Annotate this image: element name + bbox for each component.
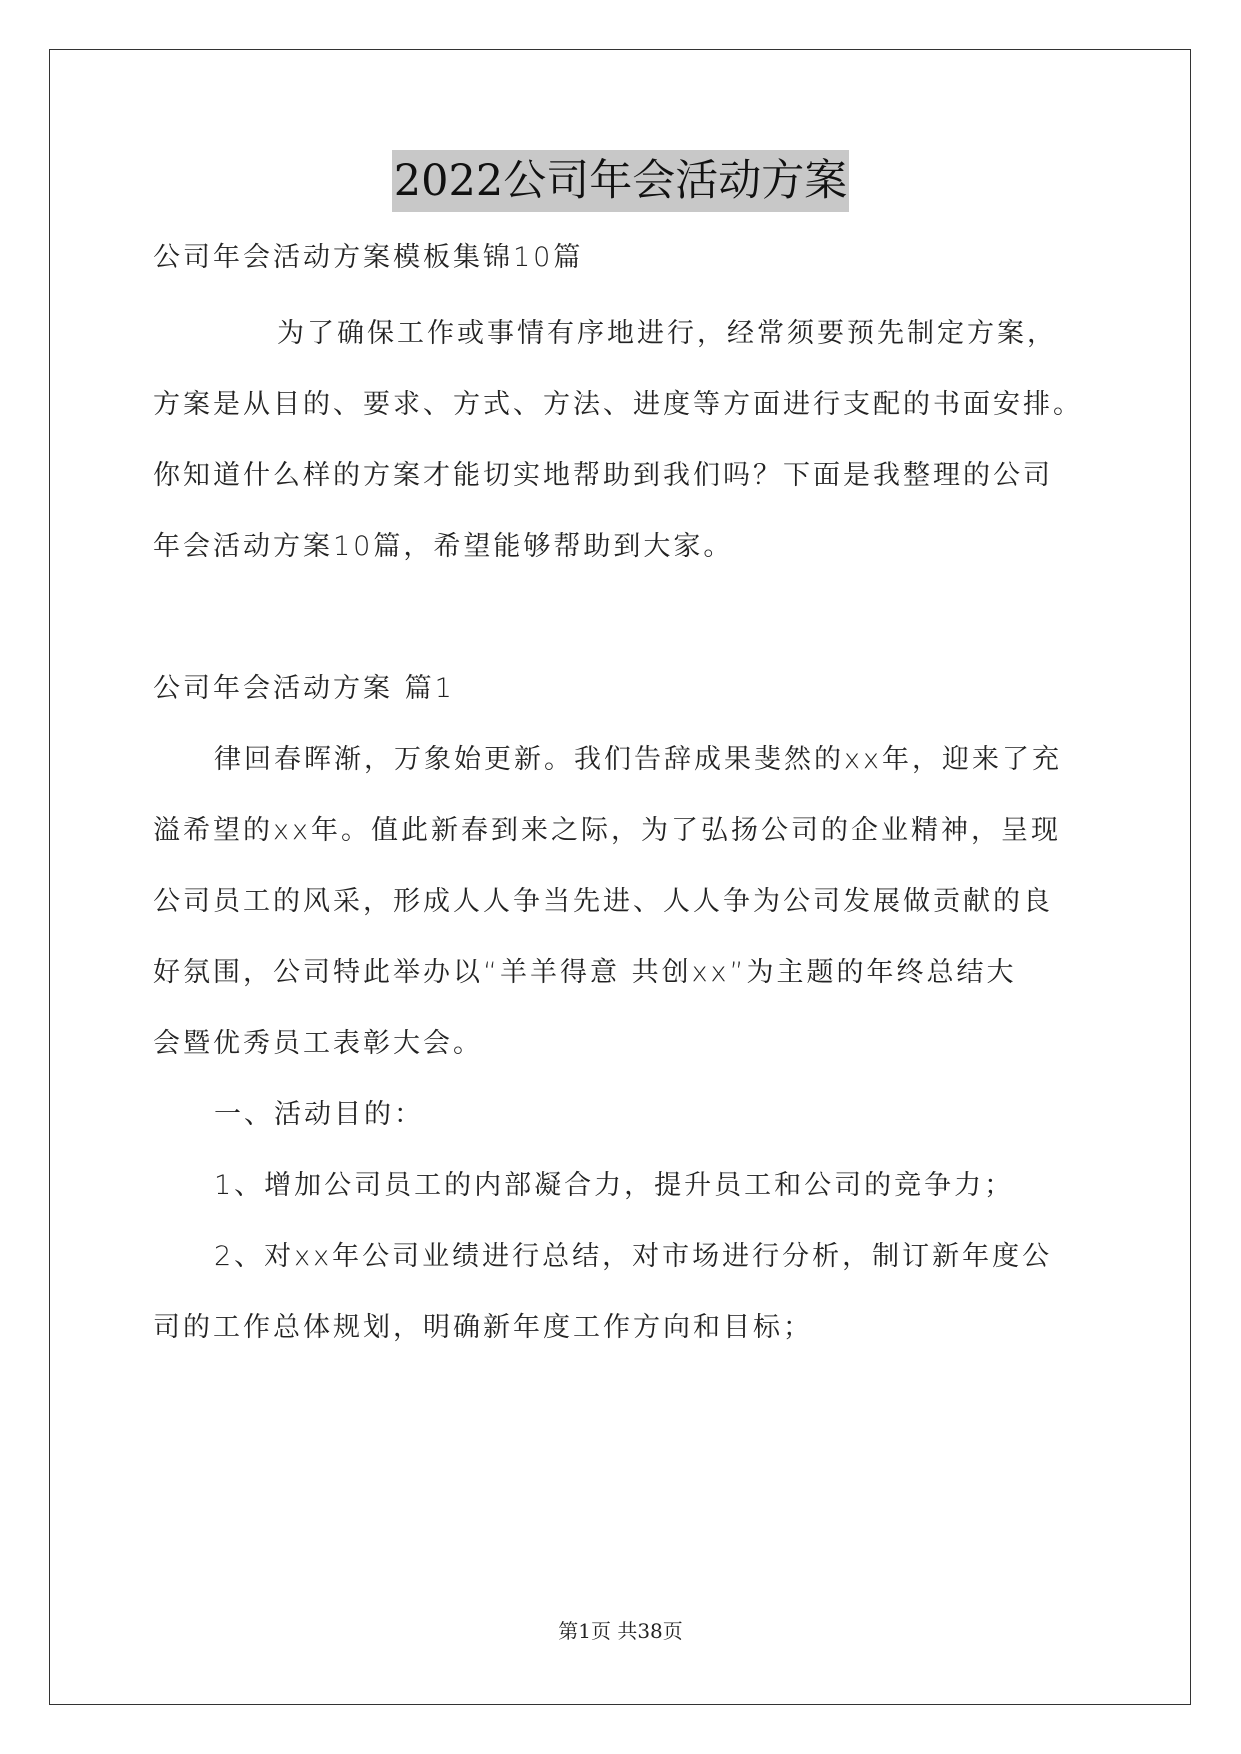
page-footer: 第1页 共38页 bbox=[558, 1619, 683, 1643]
intro-line: 你知道什么样的方案才能切实地帮助到我们吗？下面是我整理的公司 bbox=[153, 460, 1053, 491]
intro-line: 方案是从目的、要求、方式、方法、进度等方面进行支配的书面安排。 bbox=[153, 389, 1083, 420]
page-border bbox=[49, 49, 1191, 1705]
section-line: 2、对xx年公司业绩进行总结，对市场进行分析，制订新年度公 bbox=[214, 1241, 1053, 1272]
section-line: 1、增加公司员工的内部凝合力，提升员工和公司的竞争力； bbox=[214, 1170, 1015, 1201]
document-subtitle: 公司年会活动方案模板集锦10篇 bbox=[153, 242, 584, 273]
intro-line: 为了确保工作或事情有序地进行，经常须要预先制定方案， bbox=[277, 318, 1057, 349]
section-line: 会暨优秀员工表彰大会。 bbox=[153, 1028, 483, 1059]
section-line: 律回春晖渐，万象始更新。我们告辞成果斐然的xx年，迎来了充 bbox=[214, 744, 1062, 775]
intro-line: 年会活动方案10篇，希望能够帮助到大家。 bbox=[153, 531, 734, 562]
document-title: 2022公司年会活动方案 bbox=[392, 150, 849, 212]
section-line: 公司员工的风采，形成人人争当先进、人人争为公司发展做贡献的良 bbox=[153, 886, 1053, 917]
section-line: 司的工作总体规划，明确新年度工作方向和目标； bbox=[153, 1312, 813, 1343]
section-heading: 公司年会活动方案 篇1 bbox=[153, 673, 455, 704]
section-line: 一、活动目的： bbox=[214, 1099, 424, 1130]
section-line: 好氛围，公司特此举办以“羊羊得意 共创xx”为主题的年终总结大 bbox=[153, 957, 1017, 988]
section-line: 溢希望的xx年。值此新春到来之际，为了弘扬公司的企业精神，呈现 bbox=[153, 815, 1061, 846]
title-wrapper bbox=[0, 150, 1241, 212]
